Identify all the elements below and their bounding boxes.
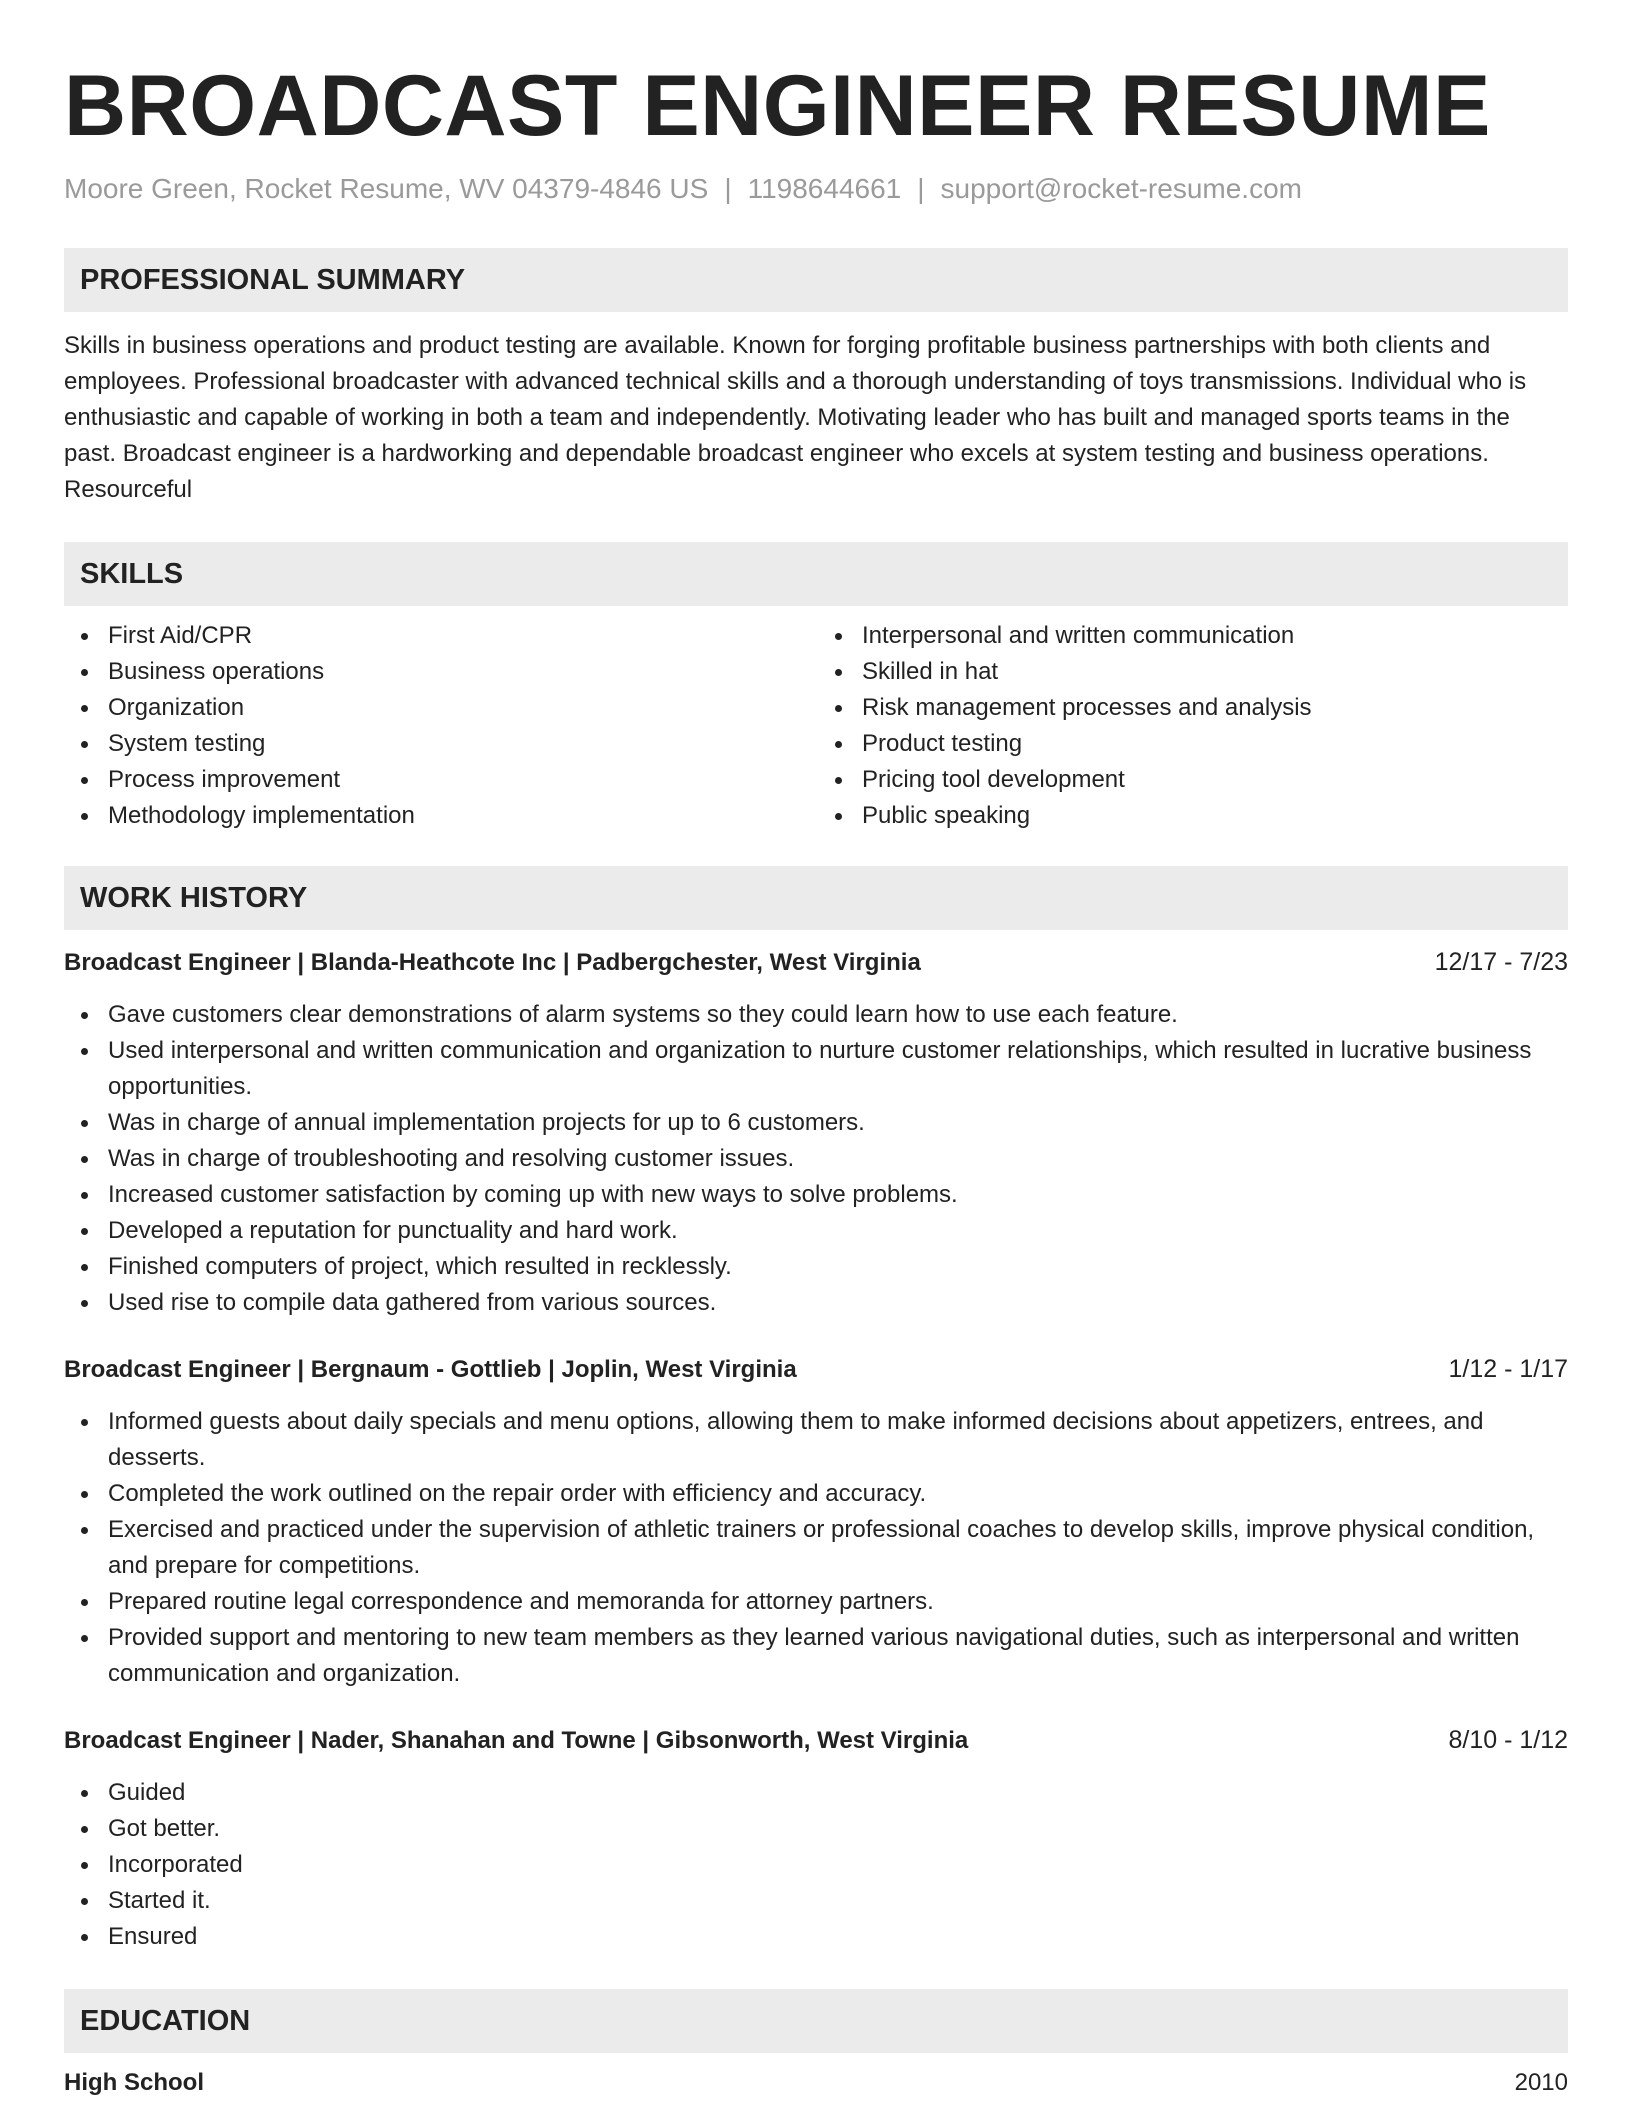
job-title: Broadcast Engineer | Nader, Shanahan and Towne | Gibsonworth, West Virginia (64, 1727, 969, 1754)
summary-heading: PROFESSIONAL SUMMARY (64, 248, 1568, 312)
job-dates: 12/17 - 7/23 (1434, 948, 1568, 976)
education-entry (64, 2065, 1568, 2101)
skills-heading: SKILLS (64, 542, 1568, 606)
skills-list-left (64, 618, 816, 834)
job-bullets (64, 997, 1568, 1321)
job-title: Broadcast Engineer | Blanda-Heathcote Inc | Padbergchester, West Virginia (64, 949, 921, 976)
skill-item: Methodology implementation (64, 798, 816, 834)
job-bullet: Informed guests about daily specials and menu options, allowing them to make informed decisions about appetizers, entrees, and desserts. (64, 1404, 1568, 1476)
job-entry (64, 1351, 1568, 1692)
contact-line (64, 170, 1568, 208)
job-bullet: Developed a reputation for punctuality and hard work. (64, 1213, 1568, 1249)
skill-item: Product testing (818, 726, 1568, 762)
skill-item: First Aid/CPR (64, 618, 816, 654)
contact-phone: 1198644661 (747, 173, 902, 204)
skills-list-right (816, 618, 1568, 834)
job-bullet: Completed the work outlined on the repair order with efficiency and accuracy. (64, 1476, 1568, 1512)
skill-item: Public speaking (818, 798, 1568, 834)
job-dates: 8/10 - 1/12 (1448, 1726, 1568, 1754)
skill-item: Business operations (64, 654, 816, 690)
contact-separator: | (724, 173, 732, 204)
work-heading: WORK HISTORY (64, 866, 1568, 930)
education-school: High School (64, 2069, 204, 2096)
job-bullet: Used rise to compile data gathered from various sources. (64, 1285, 1568, 1321)
job-header (64, 944, 1568, 981)
education-section (64, 1989, 1568, 2101)
skill-item: System testing (64, 726, 816, 762)
education-heading: EDUCATION (64, 1989, 1568, 2053)
skills-section (64, 542, 1568, 834)
job-bullet: Ensured (64, 1919, 1568, 1955)
skills-columns (64, 618, 1568, 834)
job-bullet: Gave customers clear demonstrations of alarm systems so they could learn how to use each feature. (64, 997, 1568, 1033)
resume-title: BROADCAST ENGINEER RESUME (64, 58, 1491, 154)
skill-item: Skilled in hat (818, 654, 1568, 690)
skill-item: Pricing tool development (818, 762, 1568, 798)
job-bullet: Exercised and practiced under the supervision of athletic trainers or professional coaches to develop skills, improve physical condition, and prepare for competitions. (64, 1512, 1568, 1584)
contact-separator: | (917, 173, 925, 204)
job-bullet: Guided (64, 1775, 1568, 1811)
job-bullet: Was in charge of annual implementation projects for up to 6 customers. (64, 1105, 1568, 1141)
job-bullet: Finished computers of project, which resulted in recklessly. (64, 1249, 1568, 1285)
skill-item: Organization (64, 690, 816, 726)
education-year: 2010 (1514, 2069, 1568, 2096)
job-bullet: Got better. (64, 1811, 1568, 1847)
job-bullet: Incorporated (64, 1847, 1568, 1883)
work-section (64, 866, 1568, 1955)
job-bullet: Started it. (64, 1883, 1568, 1919)
summary-text: Skills in business operations and product testing are available. Known for forging profitable business partnerships with both clients and employees. Professional broadcaster with advanced technical skills and a thorough understanding of toys transmissions. Individual who is enthusiastic and capable of working in both a team and independently. Motivating leader who has built and managed sports teams in the past. Broadcast engineer is a hardworking and dependable broadcast engineer who excels at system testing and business operations. Resourceful (64, 332, 1527, 503)
skill-item: Risk management processes and analysis (818, 690, 1568, 726)
job-bullets (64, 1404, 1568, 1692)
job-entry (64, 944, 1568, 1321)
contact-email[interactable]: support@rocket-resume.com (940, 173, 1302, 204)
job-bullet: Increased customer satisfaction by coming up with new ways to solve problems. (64, 1177, 1568, 1213)
job-header (64, 1722, 1568, 1759)
job-bullet: Provided support and mentoring to new team members as they learned various navigational duties, such as interpersonal and written communication and organization. (64, 1620, 1568, 1692)
job-dates: 1/12 - 1/17 (1448, 1355, 1568, 1383)
job-header (64, 1351, 1568, 1388)
job-title: Broadcast Engineer | Bergnaum - Gottlieb | Joplin, West Virginia (64, 1356, 797, 1383)
job-bullet: Was in charge of troubleshooting and resolving customer issues. (64, 1141, 1568, 1177)
job-bullet: Prepared routine legal correspondence and memoranda for attorney partners. (64, 1584, 1568, 1620)
job-bullets (64, 1775, 1568, 1955)
job-bullet: Used interpersonal and written communication and organization to nurture customer relationships, which resulted in lucrative business opportunities. (64, 1033, 1568, 1105)
skill-item: Interpersonal and written communication (818, 618, 1568, 654)
contact-address: Moore Green, Rocket Resume, WV 04379-4846 US (64, 173, 709, 204)
skill-item: Process improvement (64, 762, 816, 798)
summary-section (64, 248, 1568, 508)
job-entry (64, 1722, 1568, 1955)
